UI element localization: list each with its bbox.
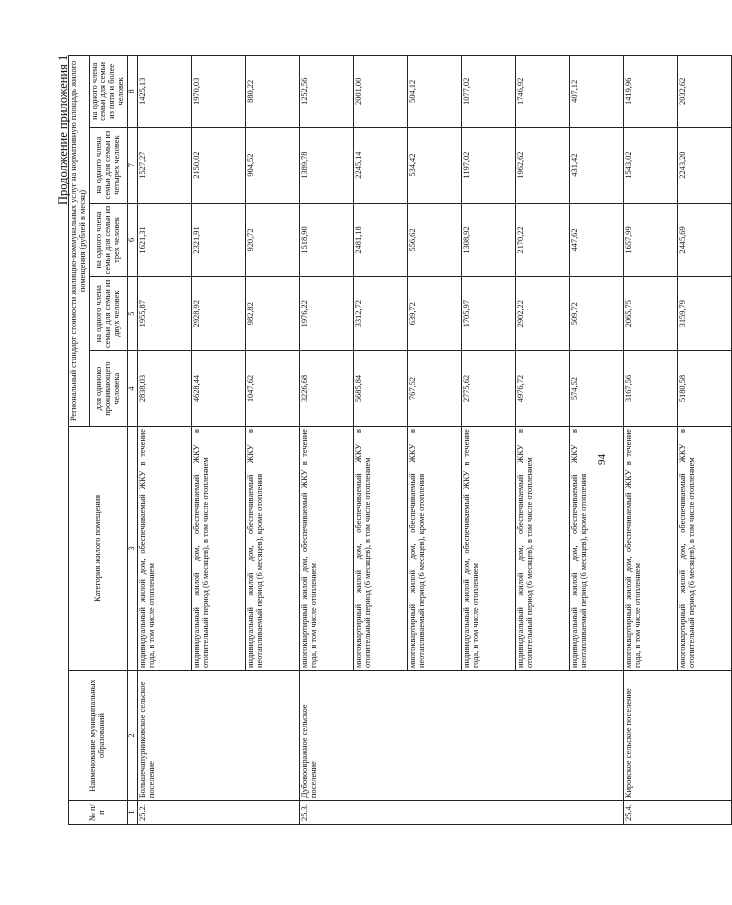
- cost-value: 1621,31: [137, 203, 191, 277]
- housing-category: индивидуальный жилой дом, обеспечиваемый ЖКУ в неотапливаемый период (6 месяцев), кроме отопления: [245, 426, 299, 670]
- cost-value: 2838,03: [137, 351, 191, 427]
- row-number: 25.3.: [299, 801, 623, 825]
- cost-value: 1970,03: [191, 56, 245, 128]
- table-row: [623, 56, 677, 825]
- header-col6: на одного члена семьи для семьи из трех человек: [89, 203, 127, 277]
- column-index: 4: [127, 351, 137, 427]
- cost-value: 1425,13: [137, 56, 191, 128]
- cost-value: 1252,56: [299, 56, 353, 128]
- table-row: [137, 56, 191, 825]
- column-index: 1: [127, 801, 137, 825]
- cost-value: 3312,72: [353, 277, 407, 351]
- page-number: 94: [596, 454, 608, 465]
- row-number: 25.4.: [623, 801, 731, 825]
- cost-value: 3167,56: [623, 351, 677, 427]
- housing-category: индивидуальный жилой дом, обеспечиваемый ЖКУ в отопительный период (6 месяцев), в том числе отоплением: [191, 426, 245, 670]
- cost-value: 2481,18: [353, 203, 407, 277]
- cost-value: 2170,22: [515, 203, 569, 277]
- column-index: 8: [127, 56, 137, 128]
- cost-value: 3159,79: [677, 277, 731, 351]
- header-col5: на одного члена семьи для семьи из двух человек: [89, 277, 127, 351]
- housing-category: индивидуальный жилой дом, обеспечиваемый ЖКУ в течение года, в том числе отоплением: [461, 426, 515, 670]
- municipality-name: Дубовоовражное сельское поселение: [299, 671, 623, 801]
- housing-category: индивидуальный жилой дом, обеспечиваемый ЖКУ в течение года, в том числе отоплением: [137, 426, 191, 670]
- cost-value: 1705,97: [461, 277, 515, 351]
- header-no: № п/п: [69, 801, 128, 825]
- cost-value: 2065,75: [623, 277, 677, 351]
- cost-value: 509,72: [569, 277, 623, 351]
- cost-value: 1657,99: [623, 203, 677, 277]
- cost-value: 431,42: [569, 127, 623, 203]
- cost-value: 1389,78: [299, 127, 353, 203]
- cost-value: 639,72: [407, 277, 461, 351]
- cost-value: 904,52: [245, 127, 299, 203]
- cost-value: 2445,69: [677, 203, 731, 277]
- cost-value: 1197,02: [461, 127, 515, 203]
- cost-value: 2245,14: [353, 127, 407, 203]
- cost-value: 1308,92: [461, 203, 515, 277]
- cost-value: 574,52: [569, 351, 623, 427]
- header-col8: на одного члена семьи для семьи из пяти и более человек: [89, 56, 127, 128]
- continuation-title: Продолжение приложения 1: [56, 54, 70, 205]
- cost-value: 1077,02: [461, 56, 515, 128]
- tariff-table: [68, 55, 732, 825]
- cost-value: 2902,22: [515, 277, 569, 351]
- cost-value: 1419,96: [623, 56, 677, 128]
- cost-value: 2032,62: [677, 56, 731, 128]
- housing-category: многоквартирный жилой дом, обеспечиваемый ЖКУ в неотапливаемый период (6 месяцев), кроме отопления: [407, 426, 461, 670]
- column-index-row: [127, 56, 137, 825]
- municipality-name: Кировское сельское поселение: [623, 671, 731, 801]
- cost-value: 1955,87: [137, 277, 191, 351]
- municipality-name: Большечапурниковское сельское поселение: [137, 671, 299, 801]
- header-category: Категория жилого помещения: [69, 426, 128, 670]
- cost-value: 447,62: [569, 203, 623, 277]
- cost-value: 5685,84: [353, 351, 407, 427]
- cost-value: 1047,62: [245, 351, 299, 427]
- cost-value: 880,22: [245, 56, 299, 128]
- housing-category: индивидуальный жилой дом, обеспечиваемый ЖКУ в отопительный период (6 месяцев), в том числе отоплением: [515, 426, 569, 670]
- housing-category: многоквартирный жилой дом, обеспечиваемый ЖКУ в течение года, в том числе отоплением: [623, 426, 677, 670]
- housing-category: индивидуальный жилой дом, обеспечиваемый ЖКУ в неотапливаемый период (6 месяцев), кроме отопления: [569, 426, 623, 670]
- housing-category: многоквартирный жилой дом, обеспечиваемый ЖКУ в отопительный период (6 месяцев), в том числе отоплением: [677, 426, 731, 670]
- cost-value: 2243,20: [677, 127, 731, 203]
- column-index: 5: [127, 277, 137, 351]
- row-number: 25.2.: [137, 801, 299, 825]
- housing-category: многоквартирный жилой дом, обеспечиваемый ЖКУ в течение года, в том числе отоплением: [299, 426, 353, 670]
- cost-value: 920,72: [245, 203, 299, 277]
- column-index: 2: [127, 671, 137, 801]
- cost-value: 3226,68: [299, 351, 353, 427]
- cost-value: 2775,62: [461, 351, 515, 427]
- cost-value: 556,62: [407, 203, 461, 277]
- cost-value: 407,12: [569, 56, 623, 128]
- cost-value: 1543,02: [623, 127, 677, 203]
- cost-value: 1527,27: [137, 127, 191, 203]
- cost-value: 1976,22: [299, 277, 353, 351]
- table-row: [299, 56, 353, 825]
- cost-value: 1746,92: [515, 56, 569, 128]
- cost-value: 534,42: [407, 127, 461, 203]
- cost-value: 504,12: [407, 56, 461, 128]
- cost-value: 767,52: [407, 351, 461, 427]
- cost-value: 982,82: [245, 277, 299, 351]
- cost-value: 2150,02: [191, 127, 245, 203]
- cost-value: 1518,90: [299, 203, 353, 277]
- header-municipality: Наименование муниципальных образований: [69, 671, 128, 801]
- header-col7: на одного члена семьи для семьи из четырех человек: [89, 127, 127, 203]
- column-index: 7: [127, 127, 137, 203]
- cost-value: 4976,72: [515, 351, 569, 427]
- cost-value: 2321,91: [191, 203, 245, 277]
- column-index: 3: [127, 426, 137, 670]
- cost-value: 2001,00: [353, 56, 407, 128]
- housing-category: многоквартирный жилой дом, обеспечиваемый ЖКУ в отопительный период (6 месяцев), в том числе отоплением: [353, 426, 407, 670]
- cost-value: 5180,58: [677, 351, 731, 427]
- cost-value: 2928,92: [191, 277, 245, 351]
- header-col4: для одиноко проживающего человека: [89, 351, 127, 427]
- column-index: 6: [127, 203, 137, 277]
- cost-value: 4628,44: [191, 351, 245, 427]
- header-standard: Региональный стандарт стоимости жилищно-коммунальных услуг на нормативную площадь жилого помещения (рублей в месяц): [69, 56, 90, 427]
- cost-value: 1962,62: [515, 127, 569, 203]
